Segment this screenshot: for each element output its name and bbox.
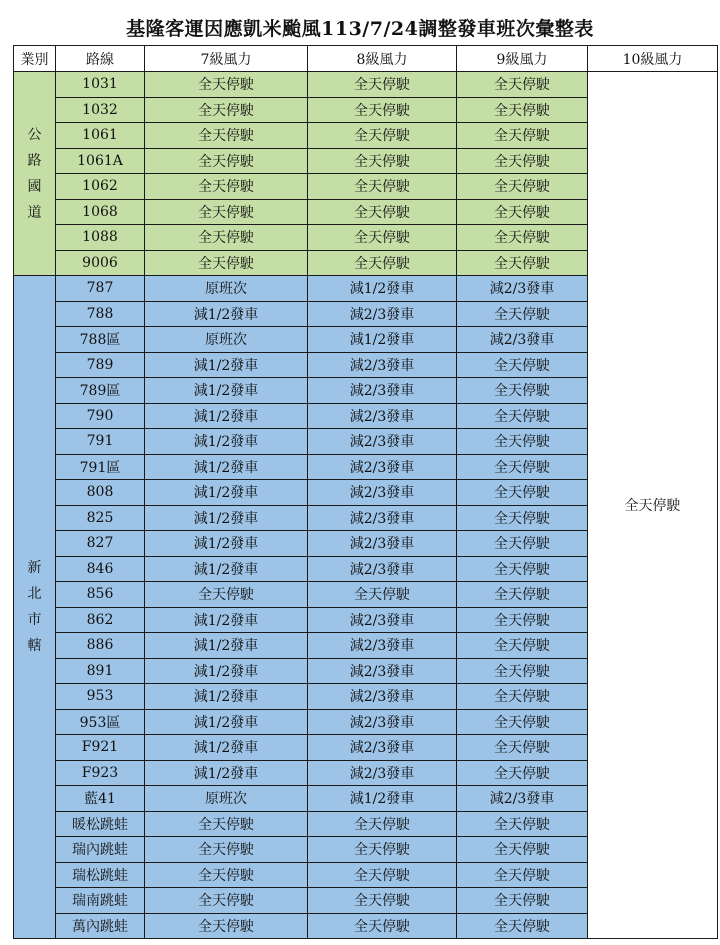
category-char: 北: [27, 586, 42, 602]
level-7-cell: 原班次: [145, 786, 308, 812]
level-8-cell: 全天停駛: [308, 811, 457, 837]
level-7-cell: 全天停駛: [145, 72, 308, 98]
level-7-cell: 原班次: [145, 276, 308, 302]
level-7-cell: 減1/2發車: [145, 684, 308, 710]
route-cell: 789: [56, 352, 145, 378]
route-cell: 808: [56, 480, 145, 506]
level-7-cell: 減1/2發車: [145, 556, 308, 582]
route-cell: 1061: [56, 123, 145, 149]
route-cell: F923: [56, 760, 145, 786]
level-8-cell: 減1/2發車: [308, 327, 457, 353]
level-9-cell: 全天停駛: [457, 429, 588, 455]
level-7-cell: 全天停駛: [145, 199, 308, 225]
level-8-cell: 減2/3發車: [308, 403, 457, 429]
route-cell: 789區: [56, 378, 145, 404]
header-route: 路線: [56, 46, 145, 72]
level-9-cell: 全天停駛: [457, 735, 588, 761]
level-8-cell: 全天停駛: [308, 72, 457, 98]
level-7-cell: 減1/2發車: [145, 709, 308, 735]
level-8-cell: 全天停駛: [308, 148, 457, 174]
level-8-cell: 減1/2發車: [308, 786, 457, 812]
level-7-cell: 減1/2發車: [145, 301, 308, 327]
level-8-cell: 減2/3發車: [308, 633, 457, 659]
level-7-cell: 全天停駛: [145, 123, 308, 149]
level-8-cell: 減2/3發車: [308, 709, 457, 735]
level-7-cell: 全天停駛: [145, 148, 308, 174]
header-level-9: 9級風力: [457, 46, 588, 72]
route-cell: 791: [56, 429, 145, 455]
level-8-cell: 減2/3發車: [308, 607, 457, 633]
level-9-cell: 全天停駛: [457, 862, 588, 888]
level-7-cell: 減1/2發車: [145, 633, 308, 659]
category-cell: [14, 276, 56, 939]
level-7-cell: 減1/2發車: [145, 607, 308, 633]
level-7-cell: 全天停駛: [145, 174, 308, 200]
level-9-cell: 全天停駛: [457, 480, 588, 506]
level-9-cell: 全天停駛: [457, 250, 588, 276]
level-7-cell: 全天停駛: [145, 811, 308, 837]
level-9-cell: 全天停駛: [457, 913, 588, 939]
level-9-cell: 全天停駛: [457, 633, 588, 659]
level-8-cell: 減2/3發車: [308, 454, 457, 480]
level-7-cell: 原班次: [145, 327, 308, 353]
level-9-cell: 全天停駛: [457, 837, 588, 863]
level-8-cell: 全天停駛: [308, 888, 457, 914]
level-9-cell: 全天停駛: [457, 352, 588, 378]
level-7-cell: 減1/2發車: [145, 658, 308, 684]
level-9-cell: 全天停駛: [457, 811, 588, 837]
level-8-cell: 減2/3發車: [308, 684, 457, 710]
level-8-cell: 減2/3發車: [308, 352, 457, 378]
table-row: [14, 72, 718, 98]
route-cell: 暖松跳蛙: [56, 811, 145, 837]
route-cell: 790: [56, 403, 145, 429]
route-cell: 791區: [56, 454, 145, 480]
level-7-cell: 全天停駛: [145, 225, 308, 251]
level-7-cell: 減1/2發車: [145, 735, 308, 761]
level-8-cell: 減2/3發車: [308, 378, 457, 404]
level-8-cell: 減2/3發車: [308, 301, 457, 327]
level-7-cell: 減1/2發車: [145, 454, 308, 480]
category-char: 路: [27, 152, 42, 169]
level-7-cell: 全天停駛: [145, 250, 308, 276]
level-8-cell: 全天停駛: [308, 97, 457, 123]
level-8-cell: 減1/2發車: [308, 276, 457, 302]
route-cell: 953: [56, 684, 145, 710]
level-9-cell: 全天停駛: [457, 148, 588, 174]
header-row: [14, 46, 718, 72]
route-cell: 846: [56, 556, 145, 582]
level-9-cell: 全天停駛: [457, 658, 588, 684]
level-7-cell: 減1/2發車: [145, 378, 308, 404]
page-title: 基隆客運因應凱米颱風113/7/24調整發車班次彙整表: [126, 18, 594, 40]
route-cell: 827: [56, 531, 145, 557]
level-9-cell: 全天停駛: [457, 888, 588, 914]
header-category: 業別: [14, 46, 56, 72]
route-cell: 萬內跳蛙: [56, 913, 145, 939]
level-8-cell: 減2/3發車: [308, 556, 457, 582]
route-cell: 1068: [56, 199, 145, 225]
level-7-cell: 全天停駛: [145, 582, 308, 608]
level-9-cell: 全天停駛: [457, 123, 588, 149]
route-cell: 787: [56, 276, 145, 302]
level-9-cell: 全天停駛: [457, 72, 588, 98]
level-8-cell: 減2/3發車: [308, 505, 457, 531]
level-7-cell: 全天停駛: [145, 837, 308, 863]
level-9-cell: 減2/3發車: [457, 327, 588, 353]
route-cell: F921: [56, 735, 145, 761]
route-cell: 862: [56, 607, 145, 633]
level-9-cell: 全天停駛: [457, 684, 588, 710]
level-9-cell: 全天停駛: [457, 582, 588, 608]
route-cell: 1032: [56, 97, 145, 123]
route-cell: 1031: [56, 72, 145, 98]
level-9-cell: 減2/3發車: [457, 276, 588, 302]
level-7-cell: 全天停駛: [145, 913, 308, 939]
category-char: 市: [27, 612, 42, 628]
category-char: 道: [27, 204, 42, 221]
level-7-cell: 減1/2發車: [145, 403, 308, 429]
table-body: [14, 72, 718, 939]
level-9-cell: 減2/3發車: [457, 786, 588, 812]
level-7-cell: 減1/2發車: [145, 505, 308, 531]
category-cell: [14, 72, 56, 276]
category-char: 公: [27, 126, 42, 143]
level-9-cell: 全天停駛: [457, 174, 588, 200]
level-9-cell: 全天停駛: [457, 301, 588, 327]
level-8-cell: 全天停駛: [308, 582, 457, 608]
level-8-cell: 全天停駛: [308, 913, 457, 939]
route-cell: 891: [56, 658, 145, 684]
route-cell: 瑞內跳蛙: [56, 837, 145, 863]
level-7-cell: 全天停駛: [145, 888, 308, 914]
level-7-cell: 全天停駛: [145, 97, 308, 123]
level-9-cell: 全天停駛: [457, 403, 588, 429]
level-8-cell: 減2/3發車: [308, 429, 457, 455]
level-9-cell: 全天停駛: [457, 199, 588, 225]
level-8-cell: 減2/3發車: [308, 735, 457, 761]
level-8-cell: 全天停駛: [308, 199, 457, 225]
level-7-cell: 減1/2發車: [145, 531, 308, 557]
route-cell: 瑞南跳蛙: [56, 888, 145, 914]
route-cell: 788: [56, 301, 145, 327]
level-9-cell: 全天停駛: [457, 505, 588, 531]
route-cell: 886: [56, 633, 145, 659]
category-char: 轄: [27, 638, 42, 654]
header-level-7: 7級風力: [145, 46, 308, 72]
level-9-cell: 全天停駛: [457, 531, 588, 557]
level-9-cell: 全天停駛: [457, 607, 588, 633]
level-8-cell: 全天停駛: [308, 123, 457, 149]
level-7-cell: 全天停駛: [145, 862, 308, 888]
route-cell: 856: [56, 582, 145, 608]
level-9-cell: 全天停駛: [457, 454, 588, 480]
level-7-cell: 減1/2發車: [145, 352, 308, 378]
level-8-cell: 全天停駛: [308, 174, 457, 200]
level-8-cell: 減2/3發車: [308, 531, 457, 557]
route-cell: 9006: [56, 250, 145, 276]
level-9-cell: 全天停駛: [457, 225, 588, 251]
level-9-cell: 全天停駛: [457, 556, 588, 582]
category-char: 國: [27, 178, 42, 195]
level-8-cell: 全天停駛: [308, 862, 457, 888]
level-9-cell: 全天停駛: [457, 709, 588, 735]
level-8-cell: 減2/3發車: [308, 480, 457, 506]
route-cell: 1088: [56, 225, 145, 251]
category-char: 新: [27, 560, 42, 576]
level-8-cell: 全天停駛: [308, 837, 457, 863]
level-8-cell: 全天停駛: [308, 250, 457, 276]
schedule-table: [13, 45, 718, 939]
level-8-cell: 減2/3發車: [308, 658, 457, 684]
level-7-cell: 減1/2發車: [145, 480, 308, 506]
header-level-10: 10級風力: [588, 46, 718, 72]
route-cell: 953區: [56, 709, 145, 735]
level-7-cell: 減1/2發車: [145, 429, 308, 455]
level-10-cell: 全天停駛: [588, 72, 718, 939]
level-9-cell: 全天停駛: [457, 760, 588, 786]
level-9-cell: 全天停駛: [457, 378, 588, 404]
header-level-8: 8級風力: [308, 46, 457, 72]
route-cell: 藍41: [56, 786, 145, 812]
route-cell: 1061A: [56, 148, 145, 174]
level-8-cell: 全天停駛: [308, 225, 457, 251]
route-cell: 788區: [56, 327, 145, 353]
route-cell: 1062: [56, 174, 145, 200]
route-cell: 825: [56, 505, 145, 531]
level-7-cell: 減1/2發車: [145, 760, 308, 786]
level-9-cell: 全天停駛: [457, 97, 588, 123]
route-cell: 瑞松跳蛙: [56, 862, 145, 888]
level-8-cell: 減2/3發車: [308, 760, 457, 786]
